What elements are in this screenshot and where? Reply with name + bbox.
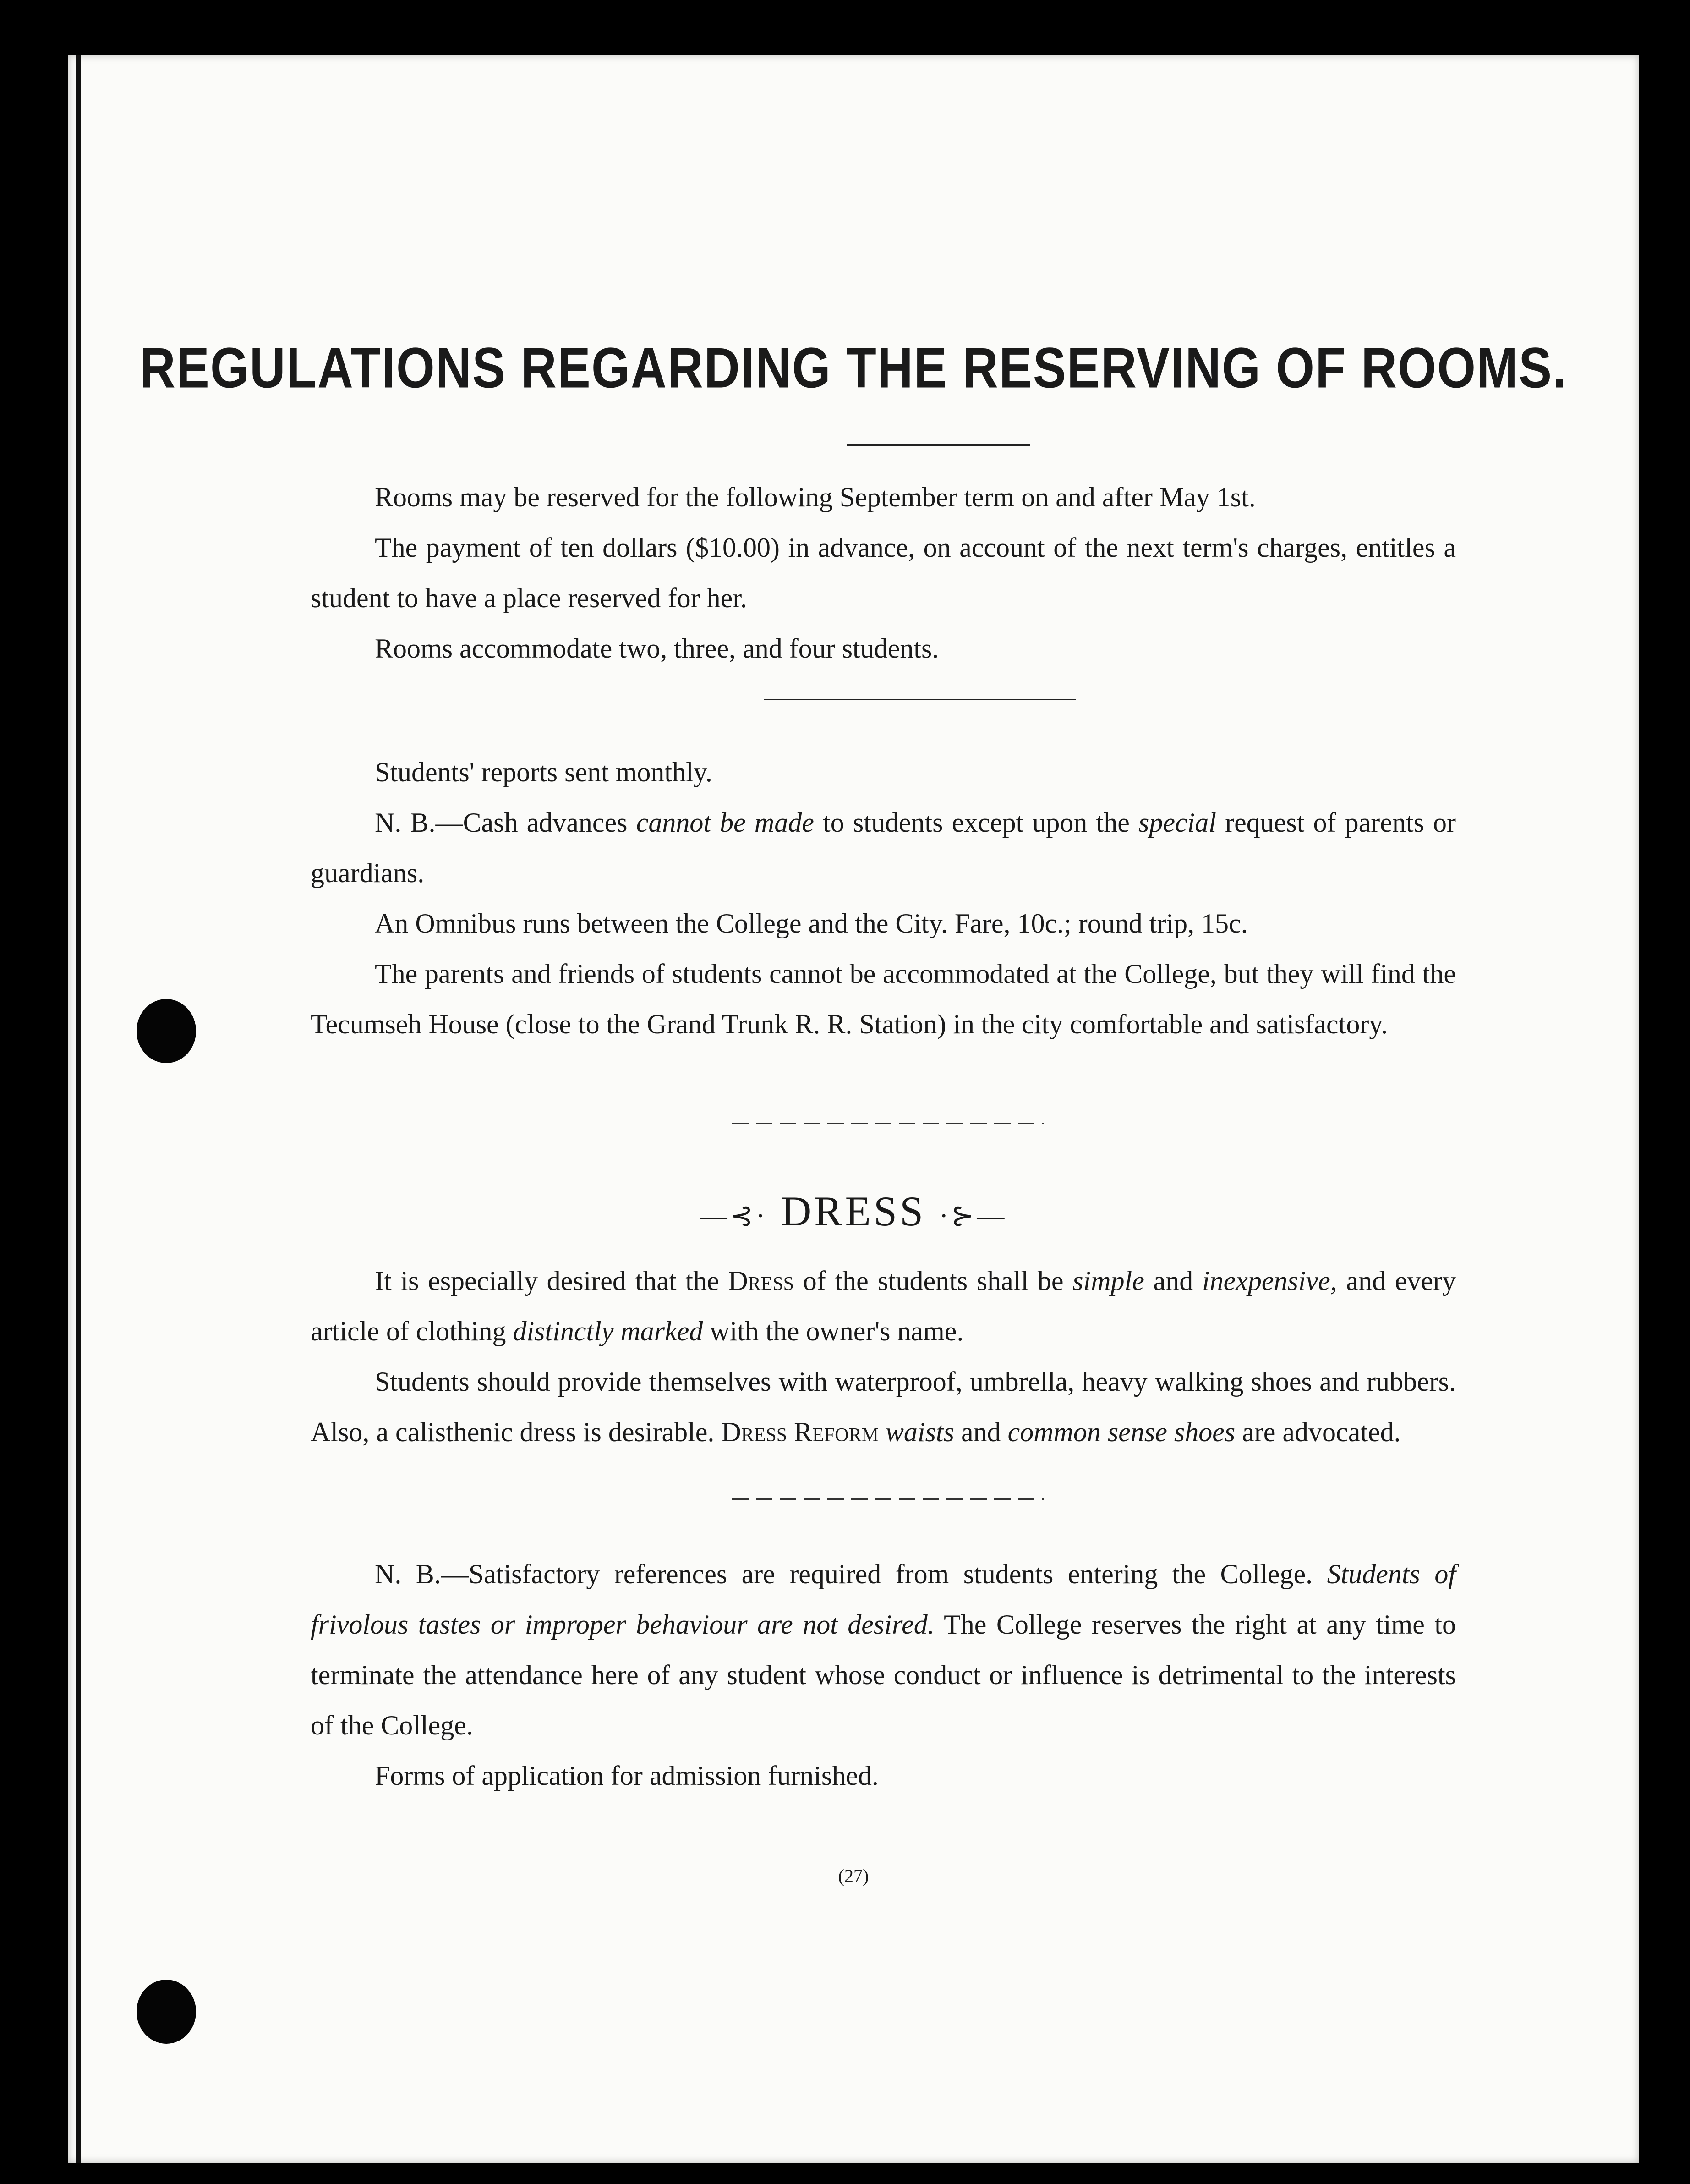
emphasis: common sense shoes xyxy=(1007,1417,1236,1447)
divider xyxy=(732,1123,1044,1124)
divider xyxy=(732,1498,1044,1500)
ornament-right: ·⊱— xyxy=(939,1200,1007,1231)
heading-text: DRESS xyxy=(781,1188,926,1235)
text: of the students shall be xyxy=(803,1266,1064,1296)
emphasis: Students of frivolous tastes or improper behaviour are not desired. xyxy=(311,1559,1456,1640)
text: with the owner's name. xyxy=(710,1316,964,1346)
emphasis: distinctly marked xyxy=(513,1316,703,1346)
section-rooms xyxy=(311,472,1456,674)
paragraph: Forms of application for admission furnished. xyxy=(375,1761,879,1791)
emphasis: simple xyxy=(1072,1266,1144,1296)
smallcaps-text: Dress Reform xyxy=(721,1417,879,1447)
section-dress xyxy=(311,1256,1456,1457)
paragraph-nb-references xyxy=(311,1549,1456,1750)
emphasis: special xyxy=(1138,807,1216,838)
text: N. B.—Cash advances xyxy=(375,807,628,838)
paragraph: Rooms accommodate two, three, and four students. xyxy=(375,633,939,664)
text: It is especially desired that the xyxy=(375,1266,719,1296)
text: and xyxy=(961,1417,1001,1447)
dress-heading xyxy=(68,1187,1639,1235)
paragraph-dress-2 xyxy=(311,1356,1456,1457)
paragraph: Students' reports sent monthly. xyxy=(375,757,712,787)
ornament-left: —⊰· xyxy=(700,1200,768,1231)
smallcaps-text: Dress xyxy=(728,1266,794,1296)
paragraph: The parents and friends of students cannot be accommodated at the College, but they will find the Tecumseh House (close to the Grand Trunk R. R. Station) in the city comfortable and satisfactory. xyxy=(311,959,1456,1039)
divider xyxy=(764,699,1076,700)
emphasis: cannot be made xyxy=(636,807,814,838)
paragraph: Rooms may be reserved for the following September term on and after May 1st. xyxy=(375,482,1256,512)
page-number: (27) xyxy=(838,1866,869,1886)
paragraph: An Omnibus runs between the College and the City. Fare, 10c.; round trip, 15c. xyxy=(375,908,1248,938)
emphasis: inexpensive, xyxy=(1202,1266,1337,1296)
paragraph-dress-1 xyxy=(311,1256,1456,1356)
paragraph-nb-cash xyxy=(311,797,1456,898)
text: and xyxy=(1153,1266,1193,1296)
text: and every article of clothing xyxy=(311,1266,1456,1346)
emphasis: waists xyxy=(885,1417,954,1447)
text: The College reserves the right at any time to terminate the attendance here of any student whose conduct or influence is detrimental to the interests of the College. xyxy=(311,1609,1456,1740)
text: are advocated. xyxy=(1242,1417,1401,1447)
punch-hole xyxy=(137,1980,196,2044)
divider xyxy=(847,444,1030,446)
text: N. B.—Satisfactory references are required from students entering the College. xyxy=(375,1559,1313,1589)
text: Students should provide themselves with waterproof, umbrella, heavy walking shoes and rubbers. Also, a calisthenic dress is desirable. xyxy=(311,1366,1456,1447)
section-general xyxy=(311,747,1456,1049)
paragraph: The payment of ten dollars ($10.00) in advance, on account of the next term's charges, entitles a student to have a place reserved for her. xyxy=(311,532,1456,613)
page-title: REGULATIONS REGARDING THE RESERVING OF ROOMS. xyxy=(139,335,1568,400)
document-page xyxy=(68,55,1639,2163)
text: to students except upon the xyxy=(823,807,1130,838)
punch-hole xyxy=(137,999,196,1063)
section-references xyxy=(311,1549,1456,1801)
text: request of parents or guardians. xyxy=(311,807,1456,888)
